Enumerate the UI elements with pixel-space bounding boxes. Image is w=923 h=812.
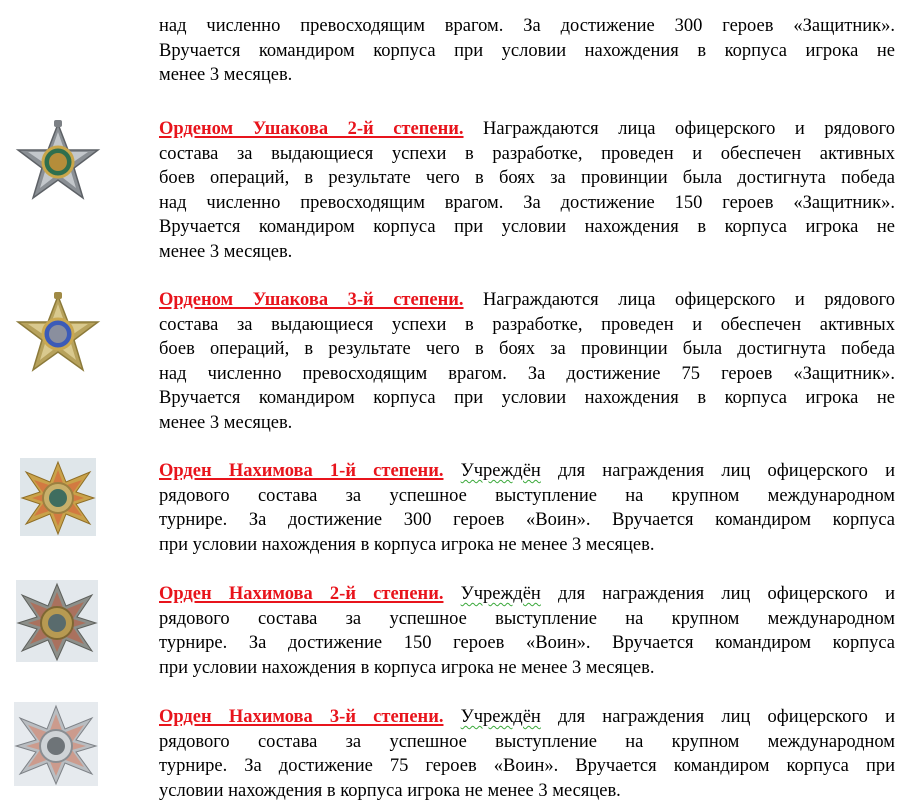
order-nakhimov-2 (159, 582, 895, 680)
text-line: условии нахождения в корпуса игрока не менее 3 месяцев. (159, 780, 621, 801)
order-ushakov-3 (159, 288, 895, 435)
order-nakhimov-1 (159, 459, 895, 557)
order-text: для награждения лиц офицерского и (540, 584, 895, 604)
order-text: для награждения лиц офицерского и (540, 707, 895, 727)
text-line: турнире. За достижение 75 героев «Воин». Вручается командиром корпуса при (159, 756, 895, 776)
text-line: при условии нахождения в корпуса игрока не менее 3 месяцев. (159, 657, 655, 678)
nakhimov-order-3-icon (14, 702, 98, 786)
order-title: Орденом Ушакова 3-й степени. (159, 290, 464, 310)
text-line: Вручается командиром корпуса при условии нахождения в корпуса игрока не (159, 217, 895, 237)
order-nakhimov-3 (159, 705, 895, 803)
intro-paragraph (159, 14, 895, 88)
text-line: менее 3 месяцев. (159, 412, 293, 433)
text-line: над численно превосходящим врагом. За достижение 75 героев «Защитник». (159, 363, 895, 384)
text-line: боев операций, в результате чего в боях за провинции была достигнута победа (159, 168, 895, 188)
order-text: Учреждён (460, 707, 541, 727)
text-line: над численно превосходящим врагом. За достижение 150 героев «Защитник». (159, 192, 895, 213)
text-line: состава за выдающиеся успехи в разработке, проведен и обеспечен активных (159, 143, 895, 164)
ushakov-order-2-icon (12, 118, 104, 206)
text-line: боев операций, в результате чего в боях за провинции была достигнута победа (159, 339, 895, 359)
text-line: рядового состава за успешное выступление на крупном международном (159, 608, 895, 629)
text-line: состава за выдающиеся успехи в разработке, проведен и обеспечен активных (159, 314, 895, 335)
nakhimov-order-1-icon (20, 458, 96, 536)
text-line: менее 3 месяцев. (159, 65, 293, 85)
text-line: при условии нахождения в корпуса игрока не менее 3 месяцев. (159, 534, 655, 555)
text-line: турнире. За достижение 300 героев «Воин». Вручается командиром корпуса (159, 510, 895, 530)
text-line: Вручается командиром корпуса при условии нахождения в корпуса игрока не (159, 40, 895, 61)
nakhimov-order-2-icon (16, 580, 98, 662)
text-line: Вручается командиром корпуса при условии нахождения в корпуса игрока не (159, 388, 895, 408)
text-line: над численно превосходящим врагом. За достижение 300 героев «Защитник». (159, 16, 895, 36)
order-text: Награждаются лица офицерского и рядового (463, 119, 895, 139)
order-title: Орден Нахимова 2-й степени. (159, 584, 444, 604)
text-line: рядового состава за успешное выступление на крупном международном (159, 485, 895, 506)
order-text: Награждаются лица офицерского и рядового (463, 290, 895, 310)
order-title: Орден Нахимова 1-й степени. (159, 461, 444, 481)
order-text: Учреждён (460, 584, 541, 604)
order-ushakov-2 (159, 117, 895, 264)
order-text: для награждения лиц офицерского и (540, 461, 895, 481)
text-line: турнире. За достижение 150 героев «Воин». Вручается командиром корпуса (159, 633, 895, 653)
order-title: Орденом Ушакова 2-й степени. (159, 119, 464, 139)
text-line: менее 3 месяцев. (159, 241, 293, 262)
ushakov-order-3-icon (12, 290, 104, 378)
order-title: Орден Нахимова 3-й степени. (159, 707, 444, 727)
text-line: рядового состава за успешное выступление на крупном международном (159, 731, 895, 752)
order-text: Учреждён (460, 461, 541, 481)
